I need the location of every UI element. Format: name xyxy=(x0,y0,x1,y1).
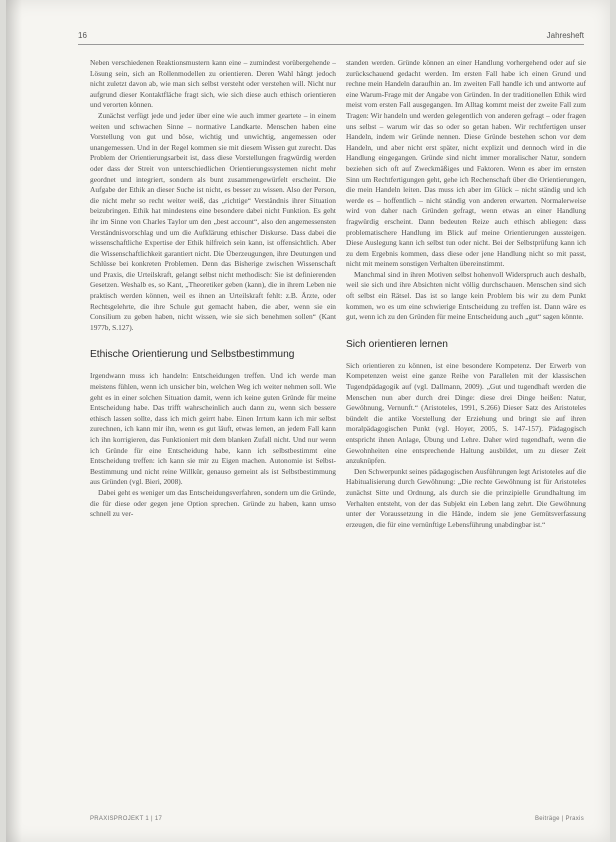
section-heading: Sich orientieren lernen xyxy=(346,338,448,350)
paragraph: Sich orientieren zu können, ist eine besondere Kompetenz. Der Erwerb von Kompetenzen weist eine ganze Reihe von Parallelen mit der klassischen Tugendpädagogik auf (vgl. Dallmann, 2009). „Gut und tugendhaft werden die Menschen nun aber durch drei Dinge: diese drei Dinge heißen: Natur, Gewöhnung, Vernunft.“ (Aristoteles, 1991, S.266) Dieser Satz des Aristoteles bündelt die antike Vorstellung der Erziehung und bringt sie auf ihren moralpädagogischen Punkt (vgl. Hoyer, 2005, S. 147-157). Pädagogisch entspricht ihnen Anlage, Übung und Lehre. Daher wird tugendhaft, wenn die Gewohnheiten eine entsprechende Haltung ausbildet, um zu dieser Zeit anzuknüpfen. xyxy=(346,360,586,466)
paragraph: Den Schwerpunkt seines pädagogischen Ausführungen legt Aristoteles auf die Habitualisierung durch Gewöhnung: „Die rechte Gewöhnung ist für Aristoteles zunächst Sitte und Ordnung, als durch sie die prinzipielle Grundhaltung im Verhalten entsteht, von der das Subjekt ein Leben lang zehrt. Die Gewöhnung unter der Voraussetzung in die Hände, indem sie jene Gemütsverfassung erzeugen, die für eine vernünftige Lebensführung unabdingbar ist.“ xyxy=(346,466,586,529)
left-column xyxy=(90,58,336,798)
paragraph: Manchmal sind in ihren Motiven selbst hohenvoll Widerspruch auch deshalb, weil sie sich und ihre Absichten nicht völlig durchschauen. Menschen sind sich oft selbst ein Rätsel. Das ist so lange kein Problem bis wir zu dem Punkt kommen, wo es um eine schwierige Entscheidung zu treffen ist. Dann wäre es gut, wenn ich zu den Gründen für meine Entscheidung auch „gut“ sagen könnte. xyxy=(346,269,586,322)
right-column xyxy=(346,58,586,798)
document-page xyxy=(6,0,610,842)
page-number: 16 xyxy=(78,31,87,40)
paragraph: Neben verschiedenen Reaktionsmustern kann eine – zumindest vorübergehende – Lösung sein, sich an Rollenmodellen zu orientieren. Deren Wahl hängt jedoch nicht zuletzt davon ab, wie man sich selbst versteht oder verstehen will. Nicht nur aufgrund dieser Kontaktfläche fragt sich, wie sich diese auch ethisch orientieren und verorten können. xyxy=(90,58,336,110)
footer-journal-issue: PRAXISPROJEKT 1 | 17 xyxy=(90,816,163,822)
footer-section: Beiträge | Praxis xyxy=(534,816,584,822)
paragraph: Dabei geht es weniger um das Entscheidungsverfahren, sondern um die Gründe, die für diese oder gegen jene Option sprechen. Gründe zu haben, kann umso schnell zu ver- xyxy=(90,487,336,519)
section-heading: Ethische Orientierung und Selbstbestimmung xyxy=(90,349,295,361)
page-header xyxy=(78,31,584,43)
running-section-title: Jahresheft xyxy=(546,31,584,40)
binding-shadow xyxy=(6,0,22,842)
paragraph: Zunächst verfügt jede und jeder über eine wie auch immer geartete – in einem weiten und schwachen Sinne – normative Landkarte. Menschen haben eine Vorstellung von gut und böse, wichtig und unwichtig, angemessen oder unangemessen. Und in der Regel kommen sie mit diesem Wissen gut zurecht. Das Problem der Orientierungsarbeit ist, dass diese Vorstellungen fragwürdig werden oder dass der Streit von unterschiedlichen Orientierungssystemen nicht mehr geordnet und integriert, sondern als bunt zusammengewürfelt erscheint. Die Aufgabe der Ethik an dieser Suche ist nicht, es besser zu wissen. Also der Person, die nicht mehr so recht weiter weiß, das „richtige“ Verständnis ihrer Situation beizubringen. Ethik hat mindestens eine besondere dabei nicht Funktion. Es geht ihr im Sinne von Charles Taylor um den „best account“, also den angemessensten Verständnisvorschlag und um die Aufklärung ethischer Diskurse. Dass dabei die wissenschaftliche Expertise der Ethik hilfreich sein kann, ist offensichtlich. Aber die Wissenschaftlichkeit garantiert nicht. Die Überzeugungen, ihre Deutungen und Schlüsse bei konkreten Problemen. Denn das Bisherige zwischen Wissenschaft und Praxis, die Urteilskraft, gelangt selbst nicht methodisch: Sie ist definierenden Gesetzen. Weshalb es, so Kant, „Theoretiker geben (kann), die in ihrem Leben nie praktisch werden können, weil es ihnen an Urteilskraft fehlt: z.B. Ärzte, oder Rechtsgelehrte, die ihre Schule gut gemacht haben, die aber, wenn sie ein Consilium zu geben haben, nicht wissen, wie sie sich benehmen sollen“ (Kant 1977b, S.127). xyxy=(90,110,336,332)
header-rule xyxy=(78,44,584,45)
paragraph: standen werden. Gründe können an einer Handlung vorhergehend oder auf sie zurückschauend gedacht werden. Im ersten Fall habe ich einen Grund und rechne mein Handeln daraufhin an. Im zweiten Fall handle ich und antworte auf eine Warum-Frage mit der Angabe von Gründen. In der traditionellen Ethik wird meist vom ersten Fall ausgegangen. Im Alltag kommt meist der zweite Fall zum Tragen: Wir handeln und werden gelegentlich von anderen gefragt – oder fragen uns selbst – warum wir das so oder so getan haben. Wir rechtfertigen unser Handeln, indem wir Gründe nennen. Diese Gründe bestehen schon vor dem Handeln, und aber nicht erst später, nicht explizit und dennoch wird in die Handlung eingegangen. Gründe sind nicht immer moralischer Natur, sondern beziehen sich oft auf Zweckmäßiges und Faktoren. Wenn es aber im ernsten Sinn um Rechtfertigungen geht, gehe ich Rechenschaft über die Orientierungen, die mein Handeln leiten. Das muss ich aber im Glück – nicht ständig und ich werde es – hoffentlich – nicht ständig von anderen erwarten. Normalerweise wird von daher nach Gründen gefragt, wenn etwas an einer Handlung fragwürdig erscheint. Dann bedeuten Reize auch ethisch abliegen: dass problematischere Handlung im Blick auf meine Orientierungen aussteigen. Diese Auslegung kann ich selbst tun oder nicht. Bei der Selbstprüfung kann ich zu dem Ergebnis kommen, dass diese oder jene Handlung nicht so mit passt, nicht mit meinem sonstigen Verhalten übereinstimmt. xyxy=(346,58,586,269)
paragraph: Irgendwann muss ich handeln: Entscheidungen treffen. Und ich werde man meistens fühlen, wenn ich unsicher bin, welchen Weg ich weiter nehmen soll. Wie geht es in einer solchen Situation damit, wenn ich keine guten Gründe für meine Entscheidung habe. Das trifft wahrscheinlich auch dann zu, wenn sich bessere ethisch lassen sollte, dass ich mich geirrt habe. Einen Irrtum kann ich mir selbst zurechnen, ich kann mir ihn, wenn es gut läuft, etwas lernen, an jedem Fall kann ich ihn korrigieren, das Funktioniert mit dem blanken Zufall nicht. Und nur wenn ich Gründe für eine Entscheidung habe, kann ich selbstbestimmt eine Entscheidung treffen: ich kann sie mir zu Eigen machen. Autonomie ist Selbst-Bestimmung und nicht reine Willkür, genauso gemeint als ist Selbstbestimmung aus Gründen (vgl. Bieri, 2008). xyxy=(90,371,336,487)
